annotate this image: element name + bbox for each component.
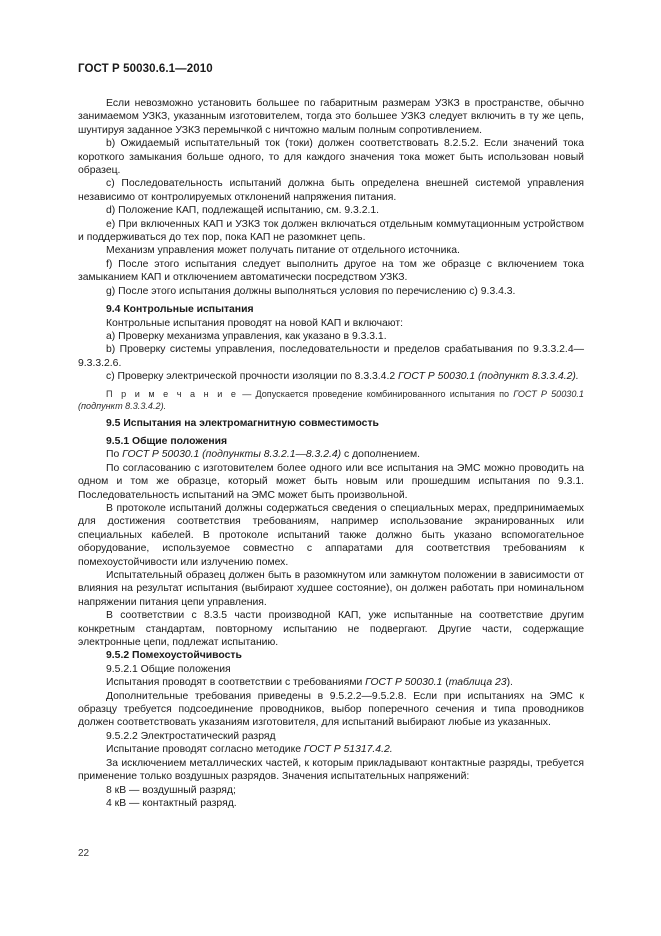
paragraph: Контрольные испытания проводят на новой КАП и включают:: [106, 317, 403, 329]
paragraph: В протоколе испытаний должны содержаться сведения о специальных мерах, предпринимаемых для достижения соответствия требованиям, например использование экранированных или специальных кабелей. В протоколе испытаний также должно быть указано вспомогательное оборудование, используемое совместно с аппаратами для соответствия требованиям к помехоустойчивости или излучению помех.: [78, 502, 584, 568]
paragraph: Испытание проводят согласно методике ГОСТ Р 51317.4.2.: [106, 744, 393, 756]
list-item-c: c) Последовательность испытаний должна быть определена внешней системой управления независимо от контролируемых отклонений напряжения питания.: [78, 178, 584, 203]
paragraph: По ГОСТ Р 50030.1 (подпункты 8.3.2.1—8.3.2.4) с дополнением.: [106, 449, 421, 461]
standard-reference: ГОСТ Р 50030.1 (подпункт 8.3.3.4.2).: [78, 388, 584, 411]
note: П р и м е ч а н и е — Допускается проведение комбинированного испытания по ГОСТ Р 50030.1 (подпункт 8.3.3.4.2).: [78, 388, 584, 411]
paragraph: За исключением металлических частей, к которым прикладывают контактные разряды, требуется применение только воздушных разрядов. Значения испытательных напряжений:: [78, 757, 584, 783]
section-heading-9-4: 9.4 Контрольные испытания: [106, 304, 254, 316]
standard-reference: ГОСТ Р 50030.1: [365, 677, 443, 689]
paragraph: Если невозможно установить большее по габаритным размерам УЗКЗ в пространстве, обычно занимаемом УЗКЗ, указанным изготовителем, тогда это большее УЗКЗ следует включить в ту же цепь, шунтируя заданное УЗКЗ перемычкой с ничтожно малым полным сопротивлением.: [78, 98, 584, 136]
subsection-heading-9-5-2-1: 9.5.2.1 Общие положения: [106, 663, 231, 675]
paragraph: По согласованию с изготовителем более одного или все испытания на ЭМС можно проводить на одном и том же образце, который может быть новым или прошедшим испытания по 9.3.1. Последовательность испытаний на ЭМС может быть произвольной.: [78, 462, 584, 501]
document-code-header: ГОСТ Р 50030.6.1—2010: [78, 63, 213, 75]
document-body: [78, 97, 584, 810]
section-heading-9-5-2: 9.5.2 Помехоустойчивость: [106, 650, 242, 662]
list-item-e: e) При включенных КАП и УЗКЗ ток должен включаться отдельным коммутационным устройством и поддерживаться до тех пор, пока КАП не разомкнет цепь.: [78, 218, 584, 244]
list-item-c: c) Проверку электрической прочности изоляции по 8.3.3.4.2 ГОСТ Р 50030.1 (подпункт 8.3.3.4.2).: [106, 371, 579, 383]
paragraph: В соответствии с 8.3.5 части производной КАП, уже испытанные на соответствие другим конкретным стандартам, повторному испытанию не подвергают. Другие части, содержащие электронные цепи, подлежат испытанию.: [78, 610, 584, 649]
section-heading-9-5: 9.5 Испытания на электромагнитную совместимость: [106, 417, 379, 429]
standard-reference: ГОСТ Р 51317.4.2.: [303, 744, 393, 756]
standard-reference: ГОСТ Р 50030.1 (подпункты 8.3.2.1—8.3.2.4): [122, 449, 342, 461]
list-item: 4 кВ — контактный разряд.: [106, 797, 237, 809]
page-number: 22: [78, 848, 90, 859]
paragraph: Испытания проводят в соответствии с требованиями ГОСТ Р 50030.1 (таблица 23).: [106, 677, 513, 689]
list-item-b: b) Ожидаемый испытательный ток (токи) должен соответствовать 8.2.5.2. Если значений тока короткого замыкания больше одного, то для каждого значения тока может быть использован новый образец.: [78, 138, 584, 177]
paragraph: Механизм управления может получать питание от отдельного источника.: [106, 245, 460, 257]
section-heading-9-5-1: 9.5.1 Общие положения: [106, 435, 228, 447]
list-item: 8 кВ — воздушный разряд;: [106, 784, 236, 796]
list-item-d: d) Положение КАП, подлежащей испытанию, см. 9.3.2.1.: [106, 205, 380, 217]
paragraph: Испытательный образец должен быть в разомкнутом или замкнутом положении в зависимости от влияния на результат испытания (выбирают худшее состояние), он должен работать при номинальном напряжении питания цепи управления.: [78, 570, 584, 608]
standard-reference: ГОСТ Р 50030.1 (подпункт 8.3.3.4.2).: [398, 371, 579, 383]
subsection-heading-9-5-2-2: 9.5.2.2 Электростатический разряд: [106, 730, 276, 742]
paragraph: Дополнительные требования приведены в 9.5.2.2—9.5.2.8. Если при испытаниях на ЭМС к образцу требуется подсоединение проводников, выбор поперечного сечения и типа проводников должен соответствовать указаниям изготовителя, для испытаний выбирают любые из указанных.: [78, 690, 584, 729]
table-reference: таблица 23: [448, 677, 507, 689]
list-item-b: b) Проверку системы управления, последовательности и пределов срабатывания по 9.3.3.2.4—9.3.3.2.6.: [78, 344, 584, 369]
list-item-g: g) После этого испытания должны выполняться условия по перечислению c) 9.3.4.3.: [106, 285, 516, 297]
list-item-f: f) После этого испытания следует выполнить другое на том же образце с включением тока замыканием КАП и отключением автоматически посредством УЗКЗ.: [78, 258, 584, 284]
list-item-a: a) Проверку механизма управления, как указано в 9.3.3.1.: [106, 330, 387, 342]
